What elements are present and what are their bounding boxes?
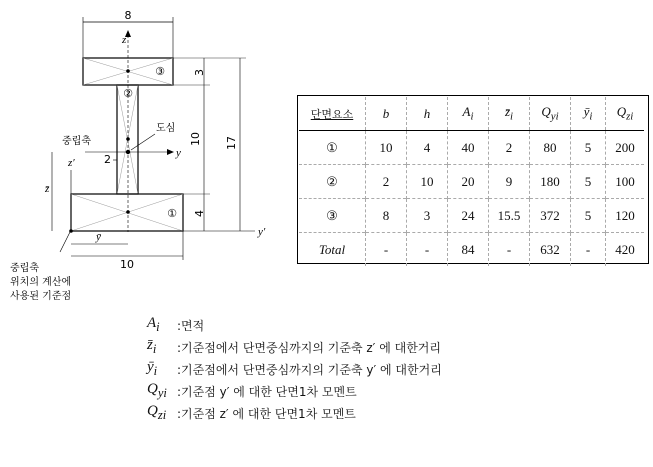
ref-label-3: 사용된 기준점 [10,291,72,302]
table-cell: 10 [407,165,448,199]
legend-symbol-sub: i [156,320,160,334]
table-cell: 632 [530,233,571,267]
legend-symbol [147,359,177,379]
table-cell: 180 [530,165,571,199]
legend-text: :기준점에서 단면중심까지의 기준축 z′ 에 대한거리 [177,340,441,355]
legend-symbol-sub: i [153,364,158,378]
header-text: h [423,105,431,121]
table-cell: 200 [606,131,645,165]
legend-symbol-sub: yi [157,386,167,400]
table-row [299,199,644,233]
table-cell: 80 [530,131,571,165]
legend-text: :면적 [177,318,205,333]
legend-symbol-text: Q [147,403,158,419]
ref-label-1: 중립축 [10,263,39,274]
zbar-label: z̄ [45,183,50,195]
table-cell: - [407,233,448,267]
table-cell: 9 [489,165,530,199]
table-cell: 15.5 [489,199,530,233]
header-b [366,97,407,131]
header-a [448,97,489,131]
header-qy [530,97,571,131]
table-row [299,233,644,267]
legend-text: :기준점 z′ 에 대한 단면1차 모멘트 [177,406,356,421]
part2-label: ② [123,87,133,100]
header-sub: zi [626,110,634,123]
table-cell: 20 [448,165,489,199]
leader-line [131,134,155,150]
section-properties-table [299,97,644,266]
z-axis-label: z [122,34,127,46]
legend-symbol-text: Q [147,381,158,397]
legend-item [147,336,442,358]
table-cell: 2 [366,165,407,199]
table-cell: 40 [448,131,489,165]
header-text: z̄ [504,104,511,120]
table-cell: 5 [571,199,606,233]
table-cell: 10 [366,131,407,165]
table-cell: - [366,233,407,267]
table-cell: ② [299,165,366,199]
dim-10-bottom-label: 10 [120,258,134,271]
legend-symbol [147,403,177,423]
header-ybar [571,97,606,131]
header-sub: i [510,110,514,123]
table-cell: 372 [530,199,571,233]
neutral-axis-label: 중립축 [62,136,91,147]
table-cell: 5 [571,131,606,165]
dim-2-label: 2 [104,153,111,166]
dim-4-label: 4 [193,210,206,217]
header-element [299,97,366,131]
header-text: A [462,104,471,120]
part3-label: ③ [155,65,165,78]
dim-10-label: 10 [189,132,202,146]
table-cell: ① [299,131,366,165]
y-axis-label: y [176,147,181,159]
table-cell: 3 [407,199,448,233]
legend-symbol [147,381,177,401]
table-cell: 4 [407,131,448,165]
legend-item [147,380,442,402]
part1-label: ① [167,207,177,220]
z-prime-label: z′ [68,157,75,169]
centroid-label: 도심 [156,123,176,134]
header-qz [606,97,645,131]
table-row [299,131,644,165]
legend-symbol-sub: zi [157,408,167,422]
table-cell: - [489,233,530,267]
header-text: Q [541,104,551,120]
legend-symbol-sub: i [152,342,157,356]
table-row [299,165,644,199]
ybar-label: ȳ [96,231,101,243]
legend-item [147,402,442,424]
table-cell: ③ [299,199,366,233]
legend-item [147,314,442,336]
legend-symbol [147,315,177,335]
legend-text: :기준점 y′ 에 대한 단면1차 모멘트 [177,384,357,399]
table-cell: 8 [366,199,407,233]
legend-symbol-text: A [147,315,157,331]
header-text: ȳ [583,104,590,120]
table-cell: 84 [448,233,489,267]
header-text: 단면요소 [310,107,354,121]
header-sub: yi [550,110,559,123]
header-text: b [382,105,390,121]
legend [147,314,442,424]
y-prime-label: y′ [258,226,266,238]
table-cell: Total [299,233,366,267]
leader-line [60,232,70,252]
table-cell: 5 [571,165,606,199]
legend-symbol-text: z̄ [147,337,153,353]
header-sub: i [470,110,474,123]
legend-symbol-text: ȳ [147,359,154,375]
dim-8-label: 8 [124,9,132,22]
y-axis-arrow [167,149,174,155]
header-text: Q [616,104,627,120]
header-h [407,97,448,131]
table-cell: - [571,233,606,267]
table-cell: 420 [606,233,645,267]
header-zbar [489,97,530,131]
table-cell: 120 [606,199,645,233]
dim-17-label: 17 [225,136,238,150]
ref-label-2: 위치의 계산에 [10,277,72,288]
legend-text: :기준점에서 단면중심까지의 기준축 y′ 에 대한거리 [177,362,442,377]
table-header-row [299,97,644,131]
table-cell: 24 [448,199,489,233]
table-cell: 2 [489,131,530,165]
legend-symbol [147,337,177,357]
dim-3-label: 3 [193,69,206,76]
header-sub: i [589,110,593,123]
table-cell: 100 [606,165,645,199]
legend-item [147,358,442,380]
